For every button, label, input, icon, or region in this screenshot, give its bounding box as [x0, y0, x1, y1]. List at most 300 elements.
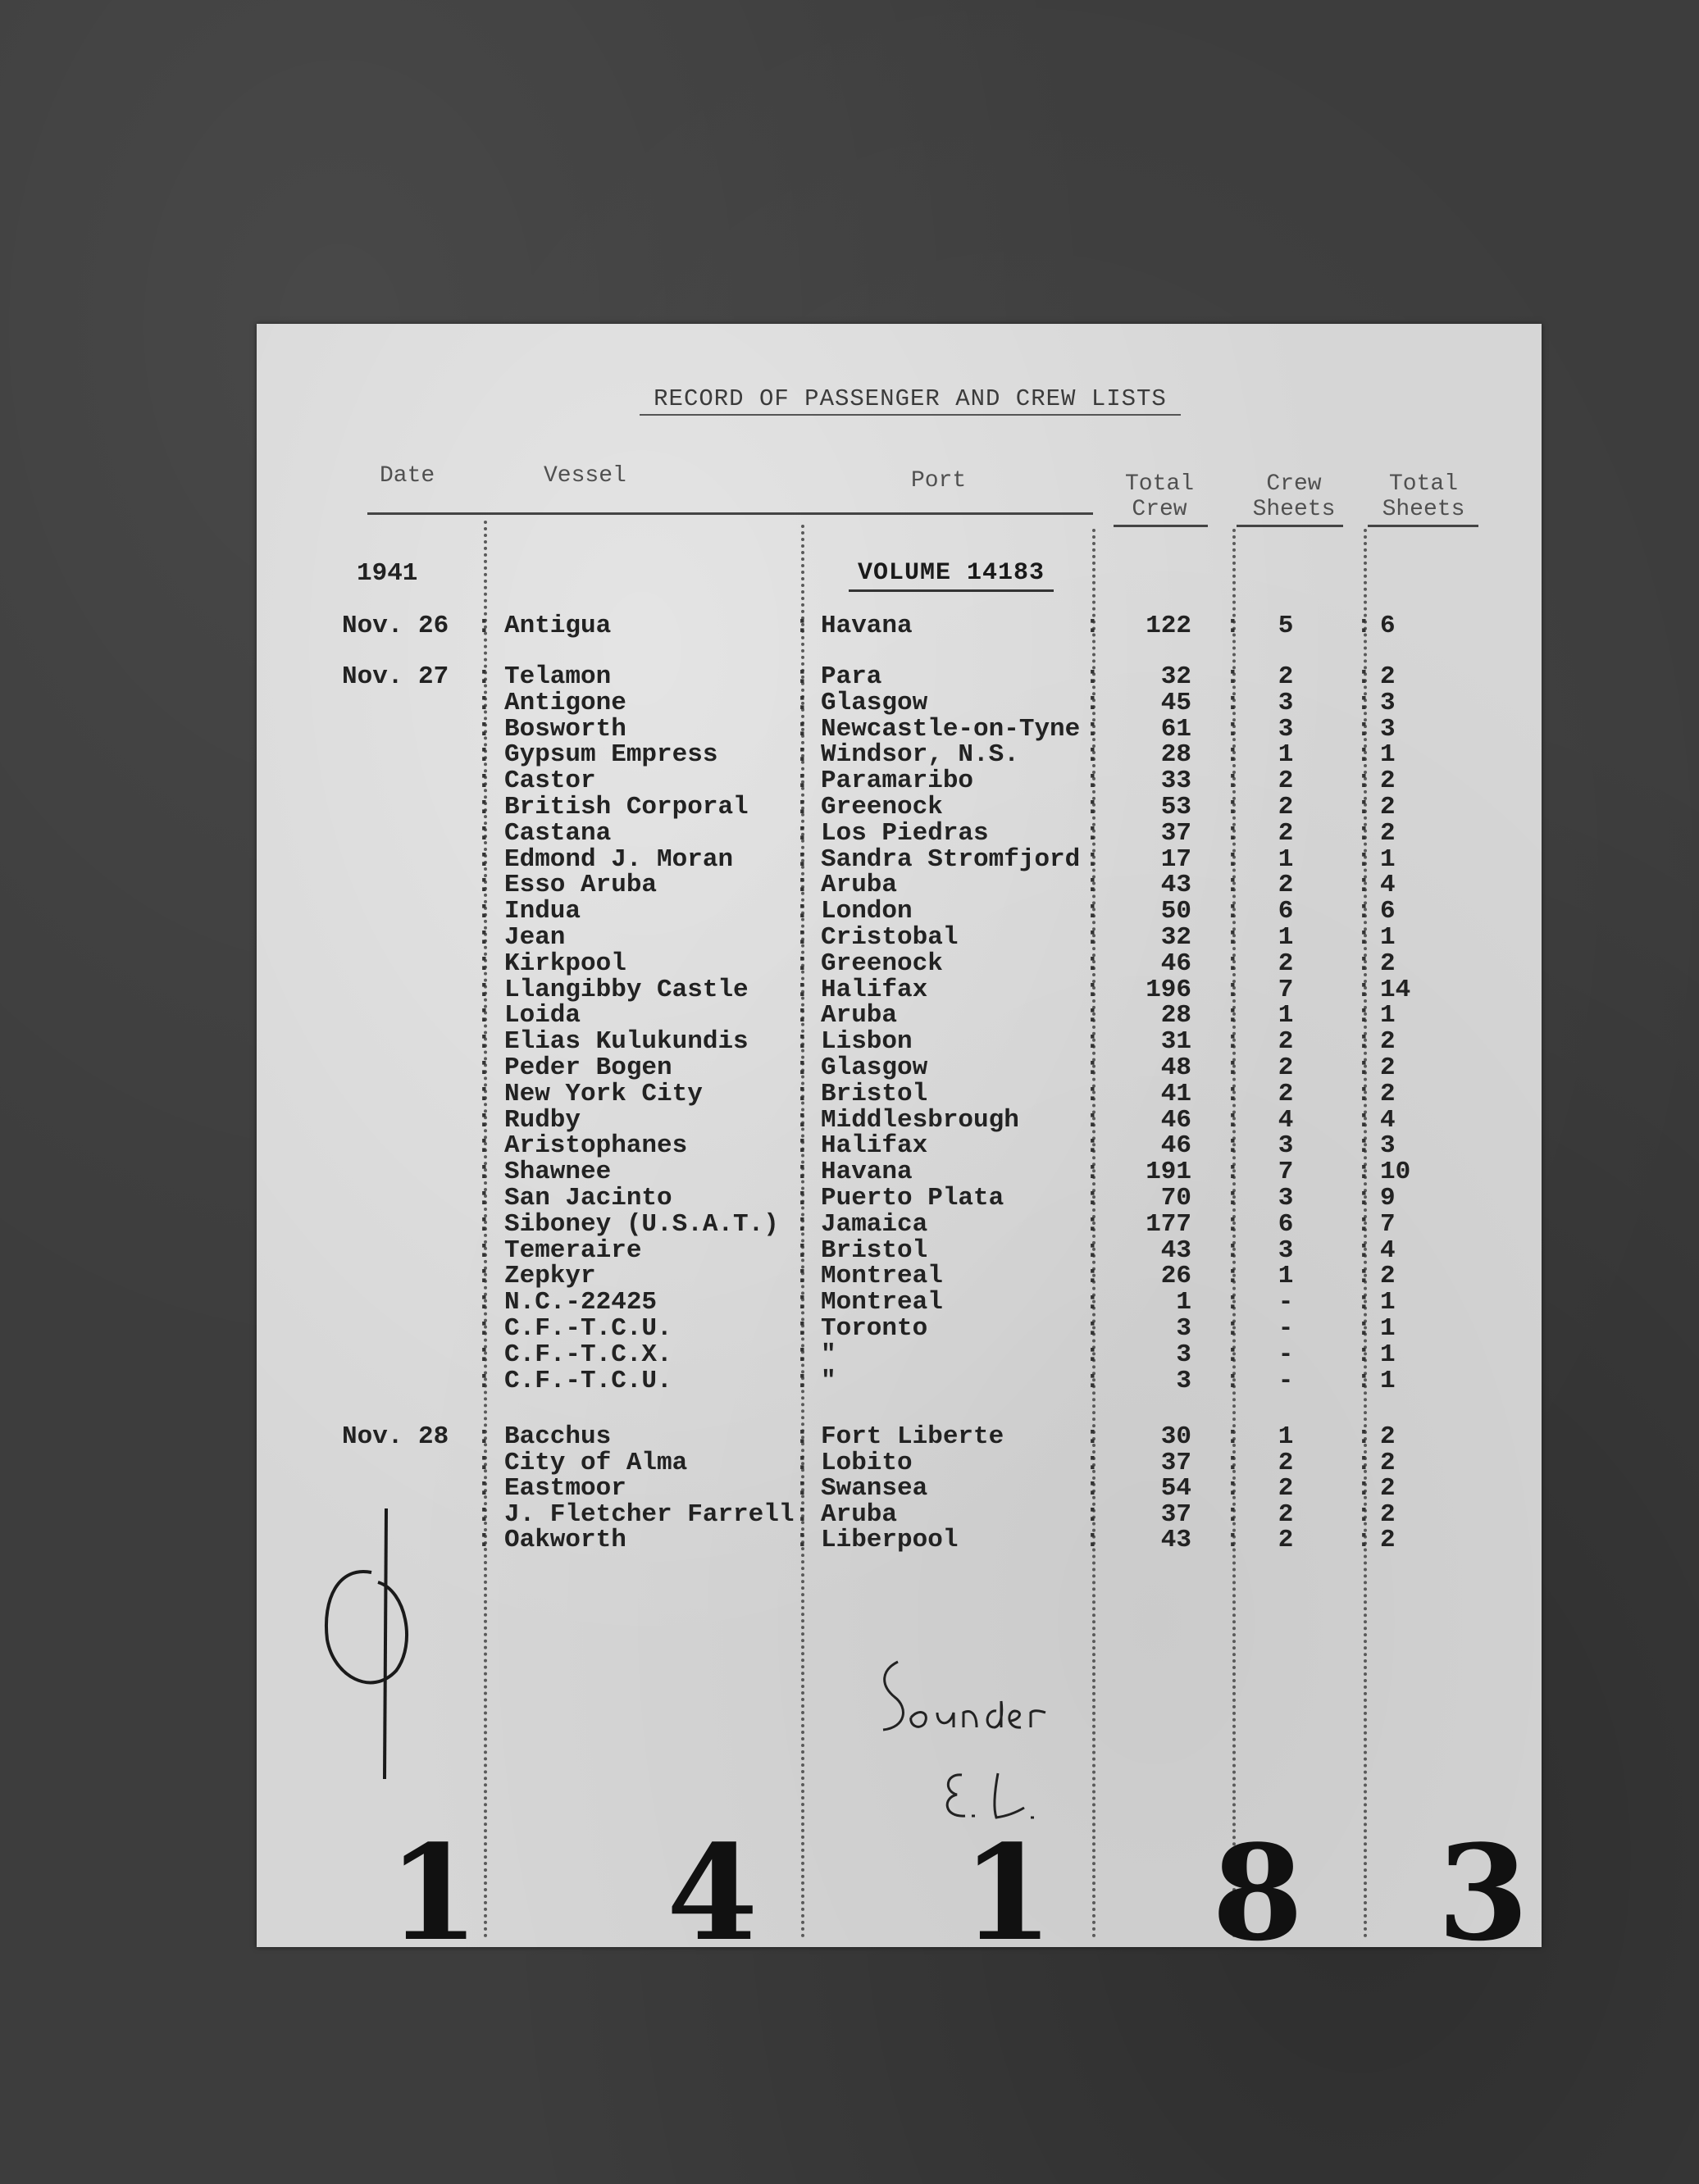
separator-colon: : [1225, 923, 1241, 952]
separator-colon: : [1356, 1235, 1372, 1265]
row-crew-sheets: 1 [1278, 740, 1294, 770]
separator-colon: : [1225, 1366, 1241, 1395]
row-vessel: Antigua [504, 612, 612, 640]
row-crew-sheets: - [1278, 1366, 1294, 1395]
separator-colon: : [795, 1235, 810, 1265]
row-port: Havana [821, 612, 913, 640]
separator-colon: : [795, 1027, 810, 1057]
row-total-sheets: 2 [1380, 1474, 1396, 1503]
header-rule-left [367, 512, 1093, 515]
separator-colon: : [1356, 1262, 1372, 1291]
row-crew-sheets: - [1278, 1340, 1294, 1369]
separator-colon: : [1225, 1340, 1241, 1369]
row-port: Cristobal [821, 923, 959, 952]
separator-colon: : [1225, 688, 1241, 717]
separator-colon: : [476, 1314, 492, 1343]
separator-colon: : [1085, 1499, 1100, 1529]
row-port: Aruba [821, 1499, 898, 1529]
separator-colon: : [476, 1105, 492, 1135]
separator-colon: : [476, 1209, 492, 1239]
separator-colon: : [795, 871, 810, 900]
separator-colon: : [476, 1184, 492, 1213]
separator-colon: : [795, 1262, 810, 1291]
separator-colon: : [1225, 871, 1241, 900]
row-crew-sheets: 2 [1278, 1079, 1294, 1108]
separator-colon: : [795, 844, 810, 874]
separator-colon: : [795, 1526, 810, 1554]
row-total-crew: 196 [1146, 975, 1191, 1004]
stamp-digit-5: 3 [1437, 1816, 1529, 1970]
separator-colon: : [1356, 897, 1372, 926]
row-crew-sheets: 1 [1278, 923, 1294, 952]
row-port: Swansea [821, 1474, 928, 1503]
row-vessel: Loida [504, 1001, 581, 1031]
row-crew-sheets: 2 [1278, 949, 1294, 978]
separator-colon: : [1085, 1105, 1100, 1135]
separator-colon: : [476, 1422, 492, 1451]
row-total-crew: 32 [1160, 662, 1191, 691]
row-total-crew: 50 [1160, 897, 1191, 926]
row-vessel: Castana [504, 818, 612, 848]
row-total-sheets: 1 [1380, 1288, 1396, 1317]
row-port: London [821, 897, 913, 926]
row-vessel: Gypsum Empress [504, 740, 718, 770]
separator-colon: : [795, 1288, 810, 1317]
volume-label: VOLUME 14183 [849, 559, 1054, 592]
row-port: Halifax [821, 975, 928, 1004]
row-crew-sheets: 7 [1278, 1158, 1294, 1187]
header-rule-crew [1114, 525, 1208, 527]
separator-colon: : [476, 1448, 492, 1477]
row-port: Glasgow [821, 688, 928, 717]
row-crew-sheets: - [1278, 1314, 1294, 1343]
row-total-crew: 61 [1160, 714, 1191, 744]
separator-colon: : [1085, 1209, 1100, 1239]
separator-colon: : [1225, 767, 1241, 796]
separator-colon: : [1085, 1366, 1100, 1395]
separator-colon: : [476, 949, 492, 978]
row-date: Nov. 27 [342, 662, 449, 691]
row-vessel: British Corporal [504, 793, 749, 821]
row-port: Para [821, 662, 882, 691]
row-port: Fort Liberte [821, 1422, 1004, 1451]
separator-colon: : [1085, 1053, 1100, 1082]
separator-colon: : [476, 740, 492, 770]
separator-colon: : [476, 1526, 492, 1554]
row-total-sheets: 9 [1380, 1184, 1396, 1213]
separator-colon: : [1085, 1001, 1100, 1031]
separator-colon: : [1356, 1131, 1372, 1161]
row-port: Bristol [821, 1235, 928, 1265]
row-crew-sheets: 2 [1278, 767, 1294, 796]
separator-colon: : [1085, 1235, 1100, 1265]
row-port: Glasgow [821, 1053, 928, 1082]
separator-colon: : [795, 714, 810, 744]
separator-colon: : [1085, 1474, 1100, 1503]
separator-colon: : [1085, 1448, 1100, 1477]
row-total-crew: 46 [1160, 1131, 1191, 1161]
separator-colon: : [1225, 612, 1241, 640]
row-total-crew: 70 [1160, 1184, 1191, 1213]
row-total-sheets: 4 [1380, 871, 1396, 900]
row-crew-sheets: 2 [1278, 818, 1294, 848]
row-port: " [821, 1366, 836, 1395]
row-total-sheets: 2 [1380, 1526, 1396, 1554]
row-vessel: Edmond J. Moran [504, 844, 734, 874]
separator-colon: : [1225, 1474, 1241, 1503]
row-total-crew: 122 [1146, 612, 1191, 640]
separator-colon: : [1085, 1184, 1100, 1213]
row-total-sheets: 2 [1380, 949, 1396, 978]
row-crew-sheets: 1 [1278, 1001, 1294, 1031]
row-vessel: Shawnee [504, 1158, 612, 1187]
row-port: Havana [821, 1158, 913, 1187]
row-crew-sheets: 6 [1278, 897, 1294, 926]
separator-colon: : [1356, 1340, 1372, 1369]
separator-colon: : [1225, 1184, 1241, 1213]
row-port: Newcastle-on-Tyne [821, 714, 1081, 744]
separator-colon: : [795, 923, 810, 952]
row-crew-sheets: 2 [1278, 662, 1294, 691]
header-rule-sheets [1237, 525, 1343, 527]
row-total-crew: 43 [1160, 871, 1191, 900]
row-crew-sheets: 3 [1278, 1131, 1294, 1161]
row-vessel: Peder Bogen [504, 1053, 672, 1082]
separator-colon: : [476, 975, 492, 1004]
row-total-crew: 26 [1160, 1262, 1191, 1291]
separator-colon: : [476, 923, 492, 952]
year-label: 1941 [357, 559, 418, 588]
separator-colon: : [1225, 1027, 1241, 1057]
separator-colon: : [1356, 923, 1372, 952]
separator-colon: : [795, 1105, 810, 1135]
row-crew-sheets: 2 [1278, 1499, 1294, 1529]
separator-colon: : [795, 1314, 810, 1343]
separator-colon: : [476, 1053, 492, 1082]
separator-colon: : [1085, 1079, 1100, 1108]
separator-colon: : [1225, 714, 1241, 744]
separator-colon: : [1356, 714, 1372, 744]
row-date: Nov. 26 [342, 612, 449, 640]
row-port: Los Piedras [821, 818, 989, 848]
row-vessel: Aristophanes [504, 1131, 688, 1161]
row-port: Montreal [821, 1262, 943, 1291]
page-title: RECORD OF PASSENGER AND CREW LISTS [640, 385, 1181, 416]
row-vessel: C.F.-T.C.X. [504, 1340, 672, 1369]
row-total-sheets: 3 [1380, 1131, 1396, 1161]
separator-colon: : [1225, 844, 1241, 874]
separator-colon: : [476, 1366, 492, 1395]
row-vessel: San Jacinto [504, 1184, 672, 1213]
header-total-crew-line1: Total [1124, 471, 1194, 497]
row-total-sheets: 2 [1380, 818, 1396, 848]
row-total-sheets: 1 [1380, 1340, 1396, 1369]
separator-colon: : [795, 662, 810, 691]
separator-colon: : [1356, 1001, 1372, 1031]
row-crew-sheets: 1 [1278, 1422, 1294, 1451]
row-total-sheets: 2 [1380, 1448, 1396, 1477]
row-total-sheets: 1 [1380, 1366, 1396, 1395]
separator-colon: : [1085, 662, 1100, 691]
separator-colon: : [795, 1499, 810, 1529]
separator-colon: : [1225, 1079, 1241, 1108]
separator-colon: : [1225, 975, 1241, 1004]
row-port: Sandra Stromfjord [821, 844, 1081, 874]
row-port: Paramaribo [821, 767, 974, 796]
row-total-crew: 43 [1160, 1526, 1191, 1554]
separator-colon: : [1356, 1184, 1372, 1213]
row-vessel: Bacchus [504, 1422, 612, 1451]
row-total-crew: 28 [1160, 740, 1191, 770]
header-crew-sheets-line2: Sheets [1252, 497, 1336, 522]
separator-colon: : [1356, 818, 1372, 848]
separator-colon: : [795, 767, 810, 796]
row-crew-sheets: 2 [1278, 793, 1294, 821]
separator-colon: : [795, 793, 810, 821]
separator-colon: : [1356, 1105, 1372, 1135]
header-total-crew [1114, 471, 1205, 522]
separator-colon: : [1085, 793, 1100, 821]
row-total-sheets: 2 [1380, 1422, 1396, 1451]
separator-colon: : [1085, 1340, 1100, 1369]
separator-colon: : [476, 1001, 492, 1031]
row-vessel: C.F.-T.C.U. [504, 1366, 672, 1395]
separator-colon: : [1356, 1474, 1372, 1503]
row-vessel: Kirkpool [504, 949, 626, 978]
row-total-crew: 41 [1160, 1079, 1191, 1108]
row-total-crew: 1 [1176, 1288, 1191, 1317]
separator-colon: : [1085, 714, 1100, 744]
row-port: Halifax [821, 1131, 928, 1161]
row-total-sheets: 1 [1380, 1314, 1396, 1343]
separator-colon: : [476, 1027, 492, 1057]
row-vessel: Antigone [504, 688, 626, 717]
separator-colon: : [795, 975, 810, 1004]
separator-colon: : [476, 1288, 492, 1317]
row-crew-sheets: 2 [1278, 1053, 1294, 1082]
separator-colon: : [795, 1422, 810, 1451]
row-total-crew: 33 [1160, 767, 1191, 796]
separator-colon: : [1225, 1131, 1241, 1161]
row-total-sheets: 2 [1380, 1079, 1396, 1108]
header-total-sheets-line2: Sheets [1382, 497, 1465, 522]
row-vessel: Oakworth [504, 1526, 626, 1554]
row-total-crew: 46 [1160, 1105, 1191, 1135]
separator-colon: : [1225, 1001, 1241, 1031]
row-port: Windsor, N.S. [821, 740, 1019, 770]
separator-colon: : [1225, 1105, 1241, 1135]
signature-sounder [872, 1652, 1052, 1742]
row-crew-sheets: 2 [1278, 1448, 1294, 1477]
separator-colon: : [476, 714, 492, 744]
separator-colon: : [1225, 1209, 1241, 1239]
separator-colon: : [1085, 1526, 1100, 1554]
row-vessel: N.C.-22425 [504, 1288, 658, 1317]
separator-colon: : [1085, 1158, 1100, 1187]
separator-colon: : [476, 818, 492, 848]
separator-colon: : [1225, 949, 1241, 978]
separator-colon: : [1225, 1526, 1241, 1554]
separator-colon: : [795, 740, 810, 770]
row-port: Lisbon [821, 1027, 913, 1057]
row-port: Lobito [821, 1448, 913, 1477]
separator-colon: : [1356, 1448, 1372, 1477]
separator-colon: : [476, 1079, 492, 1108]
row-total-crew: 37 [1160, 818, 1191, 848]
separator-colon: : [476, 662, 492, 691]
header-total-sheets-line1: Total [1388, 471, 1458, 497]
separator-colon: : [1356, 1314, 1372, 1343]
separator-colon: : [1225, 1422, 1241, 1451]
row-total-sheets: 6 [1380, 897, 1396, 926]
separator-colon: : [1356, 871, 1372, 900]
row-vessel: Siboney (U.S.A.T.) [504, 1209, 779, 1239]
separator-colon: : [1356, 949, 1372, 978]
separator-colon: : [795, 1340, 810, 1369]
separator-colon: : [1356, 1158, 1372, 1187]
row-total-sheets: 2 [1380, 1499, 1396, 1529]
row-total-crew: 46 [1160, 949, 1191, 978]
row-port: Montreal [821, 1288, 943, 1317]
separator-colon: : [1085, 871, 1100, 900]
separator-colon: : [1085, 949, 1100, 978]
stamp-digit-2: 4 [667, 1816, 758, 1970]
separator-colon: : [1085, 612, 1100, 640]
separator-colon: : [1356, 844, 1372, 874]
separator-colon: : [1085, 688, 1100, 717]
row-vessel: Telamon [504, 662, 612, 691]
separator-colon: : [1356, 1499, 1372, 1529]
row-port: Aruba [821, 1001, 898, 1031]
row-total-crew: 3 [1176, 1340, 1191, 1369]
separator-colon: : [1085, 1262, 1100, 1291]
separator-colon: : [795, 897, 810, 926]
separator-colon: : [1225, 1235, 1241, 1265]
stamp-digit-1: 1 [388, 1816, 480, 1970]
row-total-crew: 53 [1160, 793, 1191, 821]
row-port: Greenock [821, 949, 943, 978]
separator-colon: : [795, 688, 810, 717]
separator-colon: : [795, 1053, 810, 1082]
separator-colon: : [476, 612, 492, 640]
separator-colon: : [1356, 1422, 1372, 1451]
separator-colon: : [1085, 1288, 1100, 1317]
separator-colon: : [1085, 975, 1100, 1004]
separator-colon: : [1085, 1027, 1100, 1057]
row-crew-sheets: 6 [1278, 1209, 1294, 1239]
row-vessel: Llangibby Castle [504, 975, 749, 1004]
header-total-crew-line2: Crew [1132, 497, 1187, 522]
row-total-sheets: 2 [1380, 793, 1396, 821]
row-port: Puerto Plata [821, 1184, 1004, 1213]
separator-colon: : [476, 1158, 492, 1187]
separator-colon: : [1356, 975, 1372, 1004]
row-total-crew: 30 [1160, 1422, 1191, 1451]
separator-colon: : [1356, 793, 1372, 821]
separator-colon: : [1356, 1053, 1372, 1082]
separator-colon: : [1085, 818, 1100, 848]
row-crew-sheets: - [1278, 1288, 1294, 1317]
row-total-crew: 28 [1160, 1001, 1191, 1031]
row-total-sheets: 6 [1380, 612, 1396, 640]
separator-colon: : [1225, 662, 1241, 691]
circle-slash-mark [314, 1508, 412, 1779]
separator-colon: : [1356, 1079, 1372, 1108]
row-total-sheets: 2 [1380, 1027, 1396, 1057]
separator-colon: : [795, 949, 810, 978]
row-total-sheets: 1 [1380, 844, 1396, 874]
row-vessel: Castor [504, 767, 596, 796]
row-total-sheets: 3 [1380, 688, 1396, 717]
row-total-crew: 191 [1146, 1158, 1191, 1187]
row-total-crew: 37 [1160, 1499, 1191, 1529]
row-port: Toronto [821, 1314, 928, 1343]
separator-colon: : [795, 612, 810, 640]
separator-colon: : [476, 793, 492, 821]
row-vessel: J. Fletcher Farrell [504, 1499, 795, 1529]
row-total-crew: 31 [1160, 1027, 1191, 1057]
separator-colon: : [476, 688, 492, 717]
row-total-sheets: 2 [1380, 1262, 1396, 1291]
separator-colon: : [1225, 818, 1241, 848]
row-vessel: Rudby [504, 1105, 581, 1135]
separator-colon: : [1085, 923, 1100, 952]
row-total-crew: 3 [1176, 1314, 1191, 1343]
separator-colon: : [1225, 1288, 1241, 1317]
separator-colon: : [1356, 1526, 1372, 1554]
separator-colon: : [795, 1131, 810, 1161]
separator-colon: : [1225, 1314, 1241, 1343]
row-total-sheets: 10 [1380, 1158, 1411, 1187]
row-total-sheets: 2 [1380, 1053, 1396, 1082]
separator-colon: : [1225, 1158, 1241, 1187]
row-date: Nov. 28 [342, 1422, 449, 1451]
row-vessel: Elias Kulukundis [504, 1027, 749, 1057]
separator-colon: : [1356, 767, 1372, 796]
stamp-digit-3: 1 [962, 1816, 1054, 1970]
row-total-crew: 43 [1160, 1235, 1191, 1265]
row-port: " [821, 1340, 836, 1369]
separator-colon: : [1356, 1027, 1372, 1057]
row-vessel: Zepkyr [504, 1262, 596, 1291]
header-date: Date [380, 463, 435, 489]
row-total-crew: 37 [1160, 1448, 1191, 1477]
row-crew-sheets: 4 [1278, 1105, 1294, 1135]
separator-colon: : [1225, 1262, 1241, 1291]
row-total-crew: 177 [1146, 1209, 1191, 1239]
separator-colon: : [1085, 1422, 1100, 1451]
separator-colon: : [795, 1209, 810, 1239]
row-total-crew: 3 [1176, 1366, 1191, 1395]
separator-colon: : [795, 1158, 810, 1187]
header-rule-total [1368, 525, 1478, 527]
header-crew-sheets-line1: Crew [1266, 471, 1322, 497]
separator-colon: : [1356, 1366, 1372, 1395]
separator-colon: : [1085, 897, 1100, 926]
row-total-sheets: 4 [1380, 1105, 1396, 1135]
row-crew-sheets: 2 [1278, 1474, 1294, 1503]
row-total-sheets: 7 [1380, 1209, 1396, 1239]
separator-colon: : [1225, 1448, 1241, 1477]
separator-colon: : [1085, 767, 1100, 796]
separator-colon: : [476, 767, 492, 796]
separator-colon: : [476, 897, 492, 926]
separator-colon: : [795, 1001, 810, 1031]
row-vessel: Bosworth [504, 714, 626, 744]
row-total-crew: 17 [1160, 844, 1191, 874]
row-total-sheets: 14 [1380, 975, 1411, 1004]
row-vessel: Jean [504, 923, 566, 952]
